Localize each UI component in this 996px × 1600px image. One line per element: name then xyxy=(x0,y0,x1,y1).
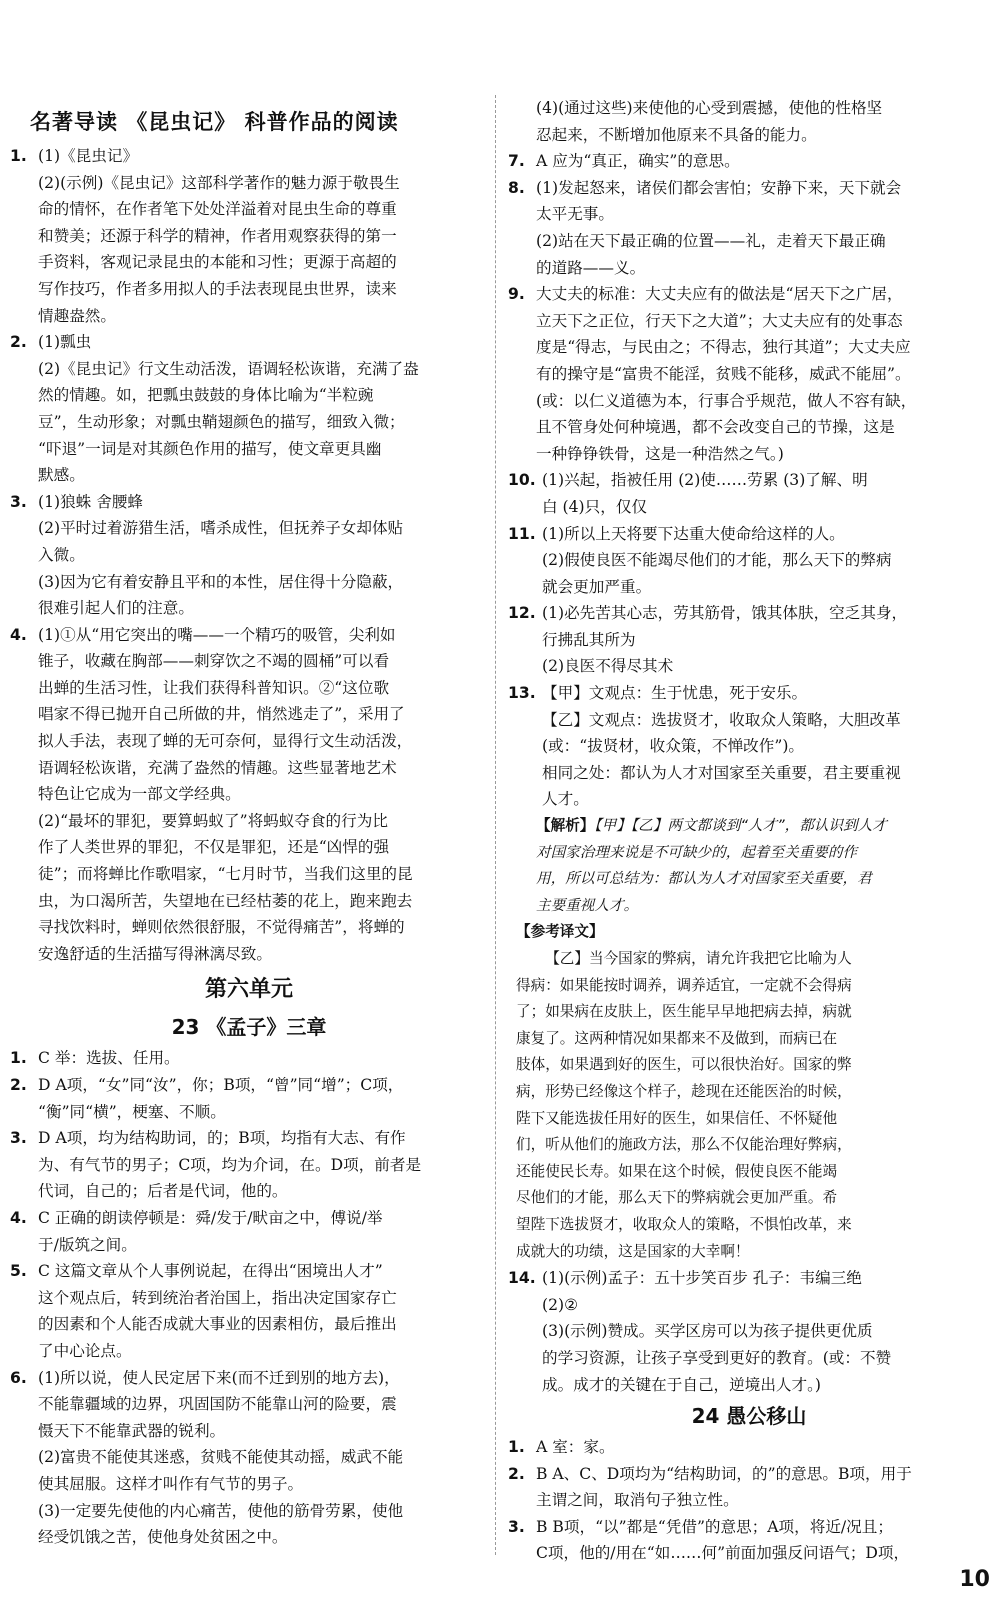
question-item xyxy=(508,680,990,813)
answer-line: 有的操守是“富贵不能淫，贫贱不能移，威武不能屈”。 xyxy=(536,364,911,383)
answer-line: B B项，“以”都是“凭借”的意思；A项，将近/况且； xyxy=(536,1517,893,1536)
question-item xyxy=(10,143,488,329)
answer-line: 安逸舒适的生活描写得淋漓尽致。 xyxy=(38,944,272,963)
text-line: 康复了。这两种情况如果都来不及做到，而病已在 xyxy=(516,1029,838,1047)
answer-line: 拟人手法，表现了蝉的无可奈何，显得行文生动活泼， xyxy=(38,732,413,751)
answer-line: 【甲】文观点：生于忧患，死于安乐。 xyxy=(542,684,808,703)
question-item-14 xyxy=(508,1265,990,1398)
question-number: 3. xyxy=(10,492,27,511)
lesson-23-items xyxy=(10,1045,488,1550)
answer-line: 命的情怀，在作者笔下处处洋溢着对昆虫生命的尊重 xyxy=(38,200,397,219)
answer-line: 主谓之间，取消句子独立性。 xyxy=(536,1491,739,1510)
question-number: 4. xyxy=(10,625,27,644)
answer-line: 默感。 xyxy=(38,466,85,485)
answer-line: “吓退”一词是对其颜色作用的描写，使文章更具幽 xyxy=(38,439,382,458)
answer-line: (1)发起怒来，诸侯们都会害怕；安静下来，天下就会 xyxy=(536,178,902,197)
unit-title: 第六单元 xyxy=(204,977,293,1003)
answer-line: (3)因为它有着安静且平和的本性，居住得十分隐蔽， xyxy=(38,572,404,591)
answer-line: (1)兴起，指被任用 (2)使……劳累 (3)了解、明 xyxy=(542,471,868,490)
answer-line: 这个观点后，转到统治者治国上，指出决定国家存亡 xyxy=(38,1288,397,1307)
answer-line: (1)必先苦其心志，劳其筋骨，饿其体肤，空乏其身， xyxy=(542,604,908,623)
answer-line: 豆”，生动形象；对瓢虫鞘翅颜色的描写，细致入微； xyxy=(38,412,405,431)
question-number: 1. xyxy=(508,1438,525,1457)
answer-line: (或：“拔贤材，收众策，不惮改作”)。 xyxy=(542,737,805,756)
question-item xyxy=(508,1514,990,1567)
question-number: 7. xyxy=(508,152,525,171)
lesson-24-items xyxy=(508,1434,990,1567)
answer-line: 入微。 xyxy=(38,545,85,564)
answer-line: 且不管身处何种境遇，都不会改变自己的节操，这是 xyxy=(536,418,895,437)
question-number: 2. xyxy=(508,1464,525,1483)
section-title: 名著导读 《昆虫记》 科普作品的阅读 xyxy=(30,110,399,134)
question-item xyxy=(508,600,990,680)
translation-block xyxy=(508,919,990,1265)
answer-line: A 应为“真正，确实”的意思。 xyxy=(536,152,740,171)
question-item xyxy=(10,489,488,622)
answer-line: 行拂乱其所为 xyxy=(542,630,636,649)
answer-line: (2)假使良医不能竭尽他们的才能，那么天下的弊病 xyxy=(542,551,892,570)
text-line: 【乙】当今国家的弊病，请允许我把它比喻为人 xyxy=(545,950,852,967)
answer-line: 使其屈服。这样才叫作有气节的男子。 xyxy=(38,1474,304,1493)
translation-lines xyxy=(516,946,990,1265)
answer-line: 的道路——义。 xyxy=(536,258,646,277)
answer-line: D A项，“女”同“汝”，你；B项，“曾”同“增”；C项， xyxy=(38,1076,404,1094)
answer-line: (2)平时过着游猎生活，嗜杀成性，但抚养子女却体贴 xyxy=(38,519,404,538)
answer-line: 度是“得志，与民由之；不得志，独行其道”；大丈夫应 xyxy=(536,338,911,357)
question-item xyxy=(10,1365,488,1551)
answer-line: 为、有气节的男子；C项，均为介词，在。D项，前者是 xyxy=(38,1155,422,1174)
left-column xyxy=(10,95,488,1551)
answer-line: (2)站在天下最正确的位置——礼，走着天下最正确 xyxy=(536,231,886,250)
answer-line: (1)①从“用它突出的嘴——一个精巧的吸管，尖利如 xyxy=(38,625,396,644)
answer-line: 特色让它成为一部文学经典。 xyxy=(38,785,241,804)
answer-line: 慑天下不能靠武器的锐利。 xyxy=(38,1421,226,1440)
answer-line: 不能靠疆域的边界，巩固国防不能靠山河的险要，震 xyxy=(38,1395,397,1414)
answer-line: 相同之处：都认为人才对国家至关重要，君主要重视 xyxy=(542,763,901,782)
analysis-tag: 【解析】 xyxy=(536,817,595,835)
question-number: 1. xyxy=(10,1049,27,1068)
answer-line: (1)瓢虫 xyxy=(38,333,92,352)
answer-line: (4)(通过这些)来使他的心受到震撼，使他的性格坚 xyxy=(536,99,883,117)
answer-line: A 室：家。 xyxy=(536,1438,615,1457)
answer-line: (1)所以说，使人民定居下来(而不迁到别的地方去)， xyxy=(38,1368,400,1387)
question-number: 5. xyxy=(10,1262,27,1281)
answer-line: (3)一定要先使他的内心痛苦，使他的筋骨劳累，使他 xyxy=(38,1501,404,1520)
text-line: 病，形势已经像这个样子，趁现在还能医治的时候， xyxy=(516,1082,852,1100)
answer-line: C 这篇文章从个人事例说起，在得出“困境出人才” xyxy=(38,1262,383,1281)
answer-line: (2)(示例)《昆虫记》这部科学著作的魅力源于敬畏生 xyxy=(38,173,400,192)
answer-line: 【乙】文观点：选拔贤才，收取众人策略，大胆改革 xyxy=(542,710,901,729)
answer-line: (2)“最坏的罪犯，要算蚂蚁了”将蚂蚁夺食的行为比 xyxy=(38,811,388,830)
question-number: 3. xyxy=(508,1517,525,1536)
answer-line: 唱家不得已抛开自己所做的井，悄然逃走了”，采用了 xyxy=(38,705,405,724)
text-line: (2)② xyxy=(542,1295,579,1314)
analysis-line: 用，所以可总结为：都认为人才对国家至关重要，君 xyxy=(536,870,872,888)
question-item xyxy=(508,1461,990,1514)
text-line: 成。成才的关键在于自己，逆境出人才。) xyxy=(542,1375,821,1394)
answer-line: 一种铮铮铁骨，这是一种浩然之气。) xyxy=(536,444,784,463)
page-number: 10 xyxy=(959,1567,990,1592)
analysis-block xyxy=(508,813,990,919)
answer-line: D A项，均为结构助词，的；B项，均指有大志、有作 xyxy=(38,1129,406,1148)
answer-line: (2)良医不得尽其术 xyxy=(542,657,674,676)
answer-line: 然的情趣。如，把瓢虫鼓鼓的身体比喻为“半粒豌 xyxy=(38,386,374,405)
answer-line: 虫，为口渴所苦，失望地在已经枯萎的花上，跑来跑去 xyxy=(38,891,413,910)
question-number: 13. xyxy=(508,684,536,703)
answer-line: 代词，自己的；后者是代词，他的。 xyxy=(38,1182,288,1201)
question-item xyxy=(10,1258,488,1364)
question-item xyxy=(10,622,488,968)
question-item xyxy=(10,1125,488,1205)
answer-line: 忍起来，不断增加他原来不具备的能力。 xyxy=(536,125,817,144)
question-item xyxy=(508,521,990,601)
answer-line: 大丈夫的标准：大丈夫应有的做法是“居天下之广居， xyxy=(536,285,903,304)
answer-line: (2)富贵不能使其迷惑，贫贱不能使其动摇，威武不能 xyxy=(38,1448,404,1467)
answer-line: 了中心论点。 xyxy=(38,1341,132,1360)
answer-line: C 正确的朗读停顿是：舜/发于/畎亩之中，傅说/举 xyxy=(38,1208,383,1227)
question-number: 6. xyxy=(10,1368,27,1387)
question-item xyxy=(508,1434,990,1461)
text-line: (3)(示例)赞成。买学区房可以为孩子提供更优质 xyxy=(542,1322,873,1341)
question-item xyxy=(508,281,990,467)
question-number: 2. xyxy=(10,1076,27,1094)
question-number: 9. xyxy=(508,285,525,304)
text-line: 尽他们的才能，那么天下的弊病就会更加严重。希 xyxy=(516,1189,838,1207)
answer-line: 太平无事。 xyxy=(536,205,614,224)
question-number: 11. xyxy=(508,524,536,543)
answer-line: 写作技巧，作者多用拟人的手法表现昆虫世界，读来 xyxy=(38,279,397,298)
text-line: 们，听从他们的施政方法，那么不仅能治理好弊病， xyxy=(516,1136,852,1154)
text-line: (1)(示例)孟子：五十步笑百步 孔子：韦编三绝 xyxy=(542,1269,862,1288)
answer-line: B A、C、D项均为“结构助词，的”的意思。B项，用于 xyxy=(536,1464,912,1483)
question-item xyxy=(10,1045,488,1072)
question-item xyxy=(10,1205,488,1258)
answer-line: 手资料，客观记录昆虫的本能和习性；更源于高超的 xyxy=(38,253,397,272)
answer-line: 和赞美；还源于科学的精神，作者用观察获得的第一 xyxy=(38,226,397,245)
answer-line: (1)《昆虫记》 xyxy=(38,147,139,165)
question-item xyxy=(508,467,990,520)
answer-line: 作了人类世界的罪犯，不仅是罪犯，还是“凶悍的强 xyxy=(38,838,390,857)
answer-line: “衡”同“横”，梗塞、不顺。 xyxy=(38,1102,226,1121)
text-line: 肢体，如果遇到好的医生，可以很快治好。国家的弊 xyxy=(516,1056,852,1074)
item-14-lines xyxy=(542,1265,990,1398)
right-items xyxy=(508,95,990,813)
question-number: 12. xyxy=(508,604,536,623)
answer-line: 情趣盎然。 xyxy=(38,306,116,325)
answer-line: (或：以仁义道德为本，行事合乎规范，做人不容有缺， xyxy=(536,391,917,410)
answer-line: (2)《昆虫记》行文生动活泼，语调轻松诙谐，充满了盎 xyxy=(38,359,419,378)
answer-line: 的因素和个人能否成就大事业的因素相仿，最后推出 xyxy=(38,1315,397,1334)
answer-line: 人才。 xyxy=(542,790,589,809)
answer-line: 徒”；而将蝉比作歌唱家，“七月时节，当我们这里的昆 xyxy=(38,865,413,884)
question-number: 8. xyxy=(508,178,525,197)
analysis-lines xyxy=(536,813,990,919)
question-number: 4. xyxy=(10,1208,27,1227)
answer-line: 出蝉的生活习性，让我们获得科普知识。②“这位歌 xyxy=(38,678,390,697)
analysis-line: 对国家治理来说是不可缺少的，起着至关重要的作 xyxy=(536,843,858,861)
answer-line: 经受饥饿之苦，使他身处贫困之中。 xyxy=(38,1528,288,1547)
answer-line: (1)狼蛛 舍腰蜂 xyxy=(38,492,144,511)
left-items xyxy=(10,143,488,967)
question-number: 10. xyxy=(508,471,536,490)
question-item xyxy=(508,175,990,281)
right-column xyxy=(508,95,990,1567)
question-number: 3. xyxy=(10,1129,27,1148)
answer-line: 就会更加严重。 xyxy=(542,577,652,596)
answer-line: 于/版筑之间。 xyxy=(38,1235,137,1254)
question-item xyxy=(10,329,488,489)
answer-line: 很难引起人们的注意。 xyxy=(38,599,194,618)
text-line: 望陛下选拔贤才，收取众人的策略，不惧怕改革，来 xyxy=(516,1215,852,1233)
analysis-line: 【甲】【乙】两文都谈到“人才”，都认识到人才 xyxy=(594,817,887,835)
text-line: 了；如果病在皮肤上，医生能早早地把病去掉，病就 xyxy=(516,1003,852,1021)
answer-line: 白 (4)只，仅仅 xyxy=(542,497,648,516)
answer-line: C 举：选拔、任用。 xyxy=(38,1049,180,1068)
question-item xyxy=(10,1072,488,1125)
text-line: 得病：如果能按时调养，调养适宜，一定就不会得病 xyxy=(516,976,852,994)
question-item xyxy=(508,148,990,175)
answer-line: 立天下之正位，行天下之大道”；大丈夫应有的处事态 xyxy=(536,311,903,330)
question-number: 14. xyxy=(508,1269,536,1288)
answer-line: C项，他的/用在“如……何”前面加强反问语气；D项， xyxy=(536,1544,910,1563)
column-divider xyxy=(495,95,496,1555)
lesson-23-title: 23 《孟子》三章 xyxy=(171,1015,327,1040)
question-number: 1. xyxy=(10,147,27,165)
lesson-24-title: 24 愚公移山 xyxy=(691,1404,807,1429)
text-line: 陛下又能选拔任用好的医生，如果信任、不怀疑他 xyxy=(516,1109,838,1127)
answer-line: 寻找饮料时，蝉则依然很舒服，不觉得痛苦”，将蝉的 xyxy=(38,918,405,937)
answer-line: 锥子，收藏在胸部——刺穿饮之不竭的圆桶”可以看 xyxy=(38,652,390,671)
text-line: 的学习资源，让孩子享受到更好的教育。(或：不赞 xyxy=(542,1348,892,1367)
text-line: 还能使民长寿。如果在这个时候，假使良医不能竭 xyxy=(516,1162,838,1180)
question-number: 2. xyxy=(10,333,27,352)
text-line: 成就大的功绩，这是国家的大幸啊！ xyxy=(516,1242,750,1260)
answer-line: (1)所以上天将要下达重大使命给这样的人。 xyxy=(542,524,845,543)
question-item xyxy=(508,95,990,148)
analysis-line: 主要重视人才。 xyxy=(536,896,639,914)
translation-tag: 【参考译文】 xyxy=(516,923,604,941)
answer-line: 语调轻松诙谐，充满了盎然的情趣。这些显著地艺术 xyxy=(38,758,397,777)
